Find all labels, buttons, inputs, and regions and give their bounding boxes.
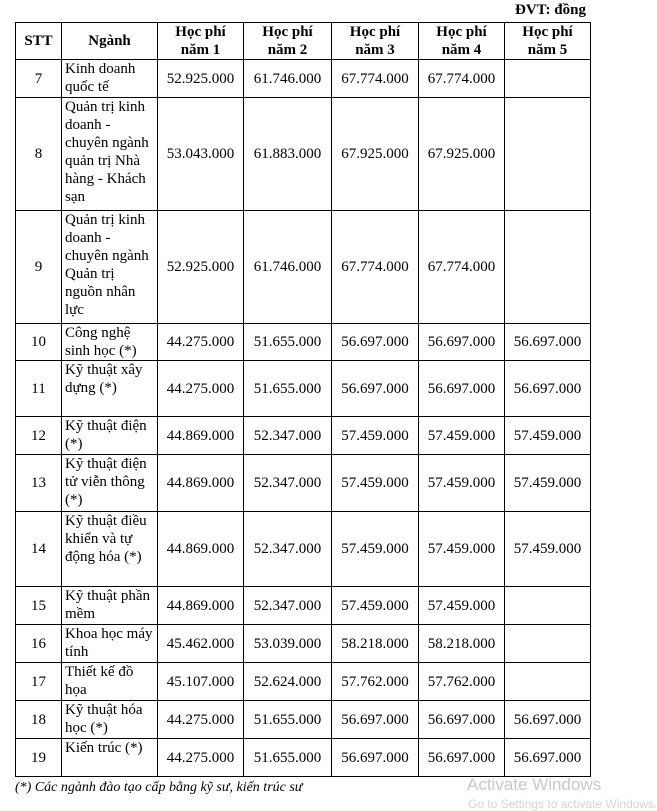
fee-year-5 [505, 211, 591, 324]
fee-year-4: 56.697.000 [419, 361, 505, 417]
row-number: 10 [16, 324, 62, 361]
fee-year-1: 53.043.000 [158, 98, 244, 211]
fee-year-1: 44.275.000 [158, 324, 244, 361]
fee-year-2: 53.039.000 [244, 625, 332, 663]
row-number: 16 [16, 625, 62, 663]
fee-year-4: 56.697.000 [419, 739, 505, 777]
header-fee-year-2: Học phí năm 2 [244, 23, 332, 60]
fee-year-1: 44.869.000 [158, 512, 244, 587]
row-number: 18 [16, 701, 62, 739]
fee-year-1: 52.925.000 [158, 60, 244, 98]
fee-year-3: 56.697.000 [332, 739, 419, 777]
table-row [16, 417, 591, 455]
header-fee-year-5: Học phí năm 5 [505, 23, 591, 60]
fee-year-5: 57.459.000 [505, 417, 591, 455]
fee-year-3: 67.925.000 [332, 98, 419, 211]
fee-year-4: 57.459.000 [419, 587, 505, 625]
unit-label: ĐVT: đồng [515, 2, 586, 18]
fee-year-3: 57.762.000 [332, 663, 419, 701]
fee-year-2: 61.746.000 [244, 60, 332, 98]
fee-year-1: 44.869.000 [158, 417, 244, 455]
major-name: Kỹ thuật điện tử viễn thông (*) [62, 455, 158, 512]
fee-year-5 [505, 98, 591, 211]
major-name: Kinh doanh quốc tế [62, 60, 158, 98]
header-fee-year-1: Học phí năm 1 [158, 23, 244, 60]
major-name: Kiến trúc (*) [62, 739, 158, 777]
fee-year-1: 44.869.000 [158, 587, 244, 625]
fee-year-3: 57.459.000 [332, 417, 419, 455]
fee-year-5 [505, 587, 591, 625]
major-name: Thiết kế đồ họa [62, 663, 158, 701]
table-row [16, 211, 591, 324]
fee-year-5 [505, 663, 591, 701]
fee-year-1: 45.462.000 [158, 625, 244, 663]
fee-year-4: 56.697.000 [419, 324, 505, 361]
fee-year-1: 44.275.000 [158, 739, 244, 777]
row-number: 17 [16, 663, 62, 701]
fee-year-4: 57.459.000 [419, 417, 505, 455]
fee-year-3: 57.459.000 [332, 587, 419, 625]
table-row [16, 739, 591, 777]
row-number: 12 [16, 417, 62, 455]
fee-year-2: 51.655.000 [244, 361, 332, 417]
table-body [16, 60, 591, 777]
row-number: 15 [16, 587, 62, 625]
table-row [16, 361, 591, 417]
fee-year-2: 51.655.000 [244, 324, 332, 361]
row-number: 8 [16, 98, 62, 211]
fee-year-5 [505, 625, 591, 663]
table-row [16, 663, 591, 701]
table-row [16, 512, 591, 587]
major-name: Công nghệ sinh học (*) [62, 324, 158, 361]
fee-year-2: 52.624.000 [244, 663, 332, 701]
fee-year-3: 57.459.000 [332, 455, 419, 512]
fee-year-5: 56.697.000 [505, 361, 591, 417]
fee-year-3: 67.774.000 [332, 60, 419, 98]
header-fee-year-3: Học phí năm 3 [332, 23, 419, 60]
fee-year-2: 51.655.000 [244, 701, 332, 739]
fee-year-4: 56.697.000 [419, 701, 505, 739]
fee-year-2: 51.655.000 [244, 739, 332, 777]
major-name: Kỹ thuật hóa học (*) [62, 701, 158, 739]
major-name: Kỹ thuật xây dựng (*) [62, 361, 158, 417]
header-fee-year-4: Học phí năm 4 [419, 23, 505, 60]
fee-year-1: 44.275.000 [158, 701, 244, 739]
major-name: Kỹ thuật điện (*) [62, 417, 158, 455]
table-row [16, 701, 591, 739]
fee-year-2: 52.347.000 [244, 417, 332, 455]
fee-year-4: 57.762.000 [419, 663, 505, 701]
row-number: 19 [16, 739, 62, 777]
row-number: 11 [16, 361, 62, 417]
major-name: Quản trị kinh doanh - chuyên ngành Quản trị nguồn nhân lực [62, 211, 158, 324]
major-name: Kỹ thuật phần mềm [62, 587, 158, 625]
header-row [16, 23, 591, 60]
row-number: 14 [16, 512, 62, 587]
fee-year-3: 56.697.000 [332, 324, 419, 361]
fee-year-1: 44.869.000 [158, 455, 244, 512]
fee-year-1: 52.925.000 [158, 211, 244, 324]
major-name: Kỹ thuật điều khiển và tự động hóa (*) [62, 512, 158, 587]
fee-year-2: 52.347.000 [244, 512, 332, 587]
fee-year-3: 57.459.000 [332, 512, 419, 587]
fee-year-5: 56.697.000 [505, 739, 591, 777]
table-row [16, 587, 591, 625]
fee-year-3: 67.774.000 [332, 211, 419, 324]
table-row [16, 324, 591, 361]
fee-year-4: 57.459.000 [419, 512, 505, 587]
fee-year-4: 67.925.000 [419, 98, 505, 211]
table-row [16, 98, 591, 211]
tuition-table [15, 22, 591, 777]
row-number: 9 [16, 211, 62, 324]
fee-year-5: 57.459.000 [505, 512, 591, 587]
fee-year-2: 52.347.000 [244, 455, 332, 512]
fee-year-4: 67.774.000 [419, 211, 505, 324]
fee-year-5: 57.459.000 [505, 455, 591, 512]
table-row [16, 625, 591, 663]
fee-year-2: 61.746.000 [244, 211, 332, 324]
footnote: (*) Các ngành đào tạo cấp bằng kỹ sư, kiến trúc sư [15, 780, 303, 795]
major-name: Quản trị kinh doanh - chuyên ngành quản trị Nhà hàng - Khách sạn [62, 98, 158, 211]
fee-year-3: 58.218.000 [332, 625, 419, 663]
row-number: 13 [16, 455, 62, 512]
table-row [16, 60, 591, 98]
fee-year-4: 57.459.000 [419, 455, 505, 512]
activate-windows-watermark: Activate Windows [467, 775, 602, 794]
fee-year-5: 56.697.000 [505, 324, 591, 361]
fee-year-1: 45.107.000 [158, 663, 244, 701]
fee-year-4: 58.218.000 [419, 625, 505, 663]
fee-year-4: 67.774.000 [419, 60, 505, 98]
header-major: Ngành [62, 23, 158, 60]
fee-year-2: 61.883.000 [244, 98, 332, 211]
fee-year-3: 56.697.000 [332, 361, 419, 417]
major-name: Khoa học máy tính [62, 625, 158, 663]
fee-year-2: 52.347.000 [244, 587, 332, 625]
fee-year-1: 44.275.000 [158, 361, 244, 417]
fee-year-5 [505, 60, 591, 98]
fee-year-5: 56.697.000 [505, 701, 591, 739]
row-number: 7 [16, 60, 62, 98]
table-row [16, 455, 591, 512]
activate-windows-hint: Go to Settings to activate Windows. [468, 797, 657, 811]
header-stt: STT [16, 23, 62, 60]
fee-year-3: 56.697.000 [332, 701, 419, 739]
